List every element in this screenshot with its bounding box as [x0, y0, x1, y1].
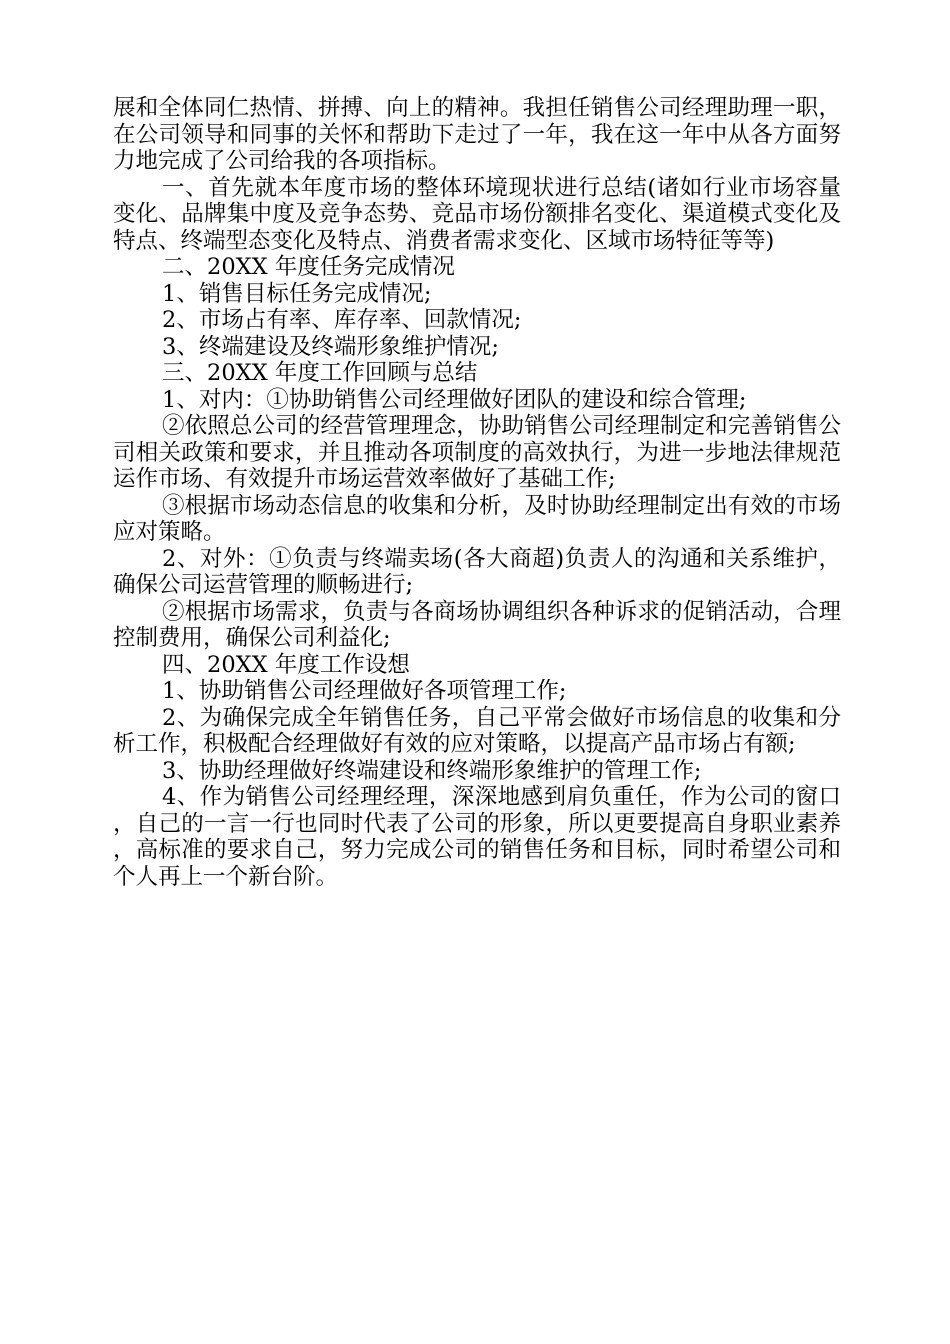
- paragraph-item: 1、协助销售公司经理做好各项管理工作;: [162, 678, 567, 704]
- document-body: [113, 95, 841, 890]
- paragraph-item: ③根据市场动态信息的收集和分析，及时协助经理制定出有效的市场应对策略。: [113, 492, 841, 545]
- paragraph-item: ②根据市场需求，负责与各商场协调组织各种诉求的促销活动，合理控制费用，确保公司利益化;: [113, 598, 841, 651]
- paragraph-item: 1、销售目标任务完成情况;: [162, 280, 432, 307]
- paragraph-item: 3、终端建设及终端形象维护情况;: [162, 333, 499, 360]
- paragraph-item: 2、市场占有率、库存率、回款情况;: [162, 307, 522, 333]
- paragraph-section-1: 一、首先就本年度市场的整体环境现状进行总结(诸如行业市场容量变化、品牌集中度及竞争态势、竞品市场份额排名变化、渠道模式变化及特点、终端型态变化及特点、消费者需求变化、区域市场特征等等): [113, 174, 841, 254]
- paragraph-item: 1、对内：①协助销售公司经理做好团队的建设和综合管理;: [162, 386, 747, 413]
- paragraph-item: ②依照总公司的经营管理理念，协助销售公司经理制定和完善销售公司相关政策和要求，并且推动各项制度的高效执行，为进一步地法律规范运作市场、有效提升市场运营效率做好了基础工作;: [113, 413, 841, 492]
- paragraph-item: 4、作为销售公司经理经理，深深地感到肩负重任，作为公司的窗口，自己的一言一行也同时代表了公司的形象，所以更要提高自身职业素养，高标准的要求自己，努力完成公司的销售任务和目标，同时希望公司和个人再上一个新台阶。: [113, 784, 841, 890]
- paragraph-section-4-heading: 四、20XX 年度工作设想: [162, 651, 410, 678]
- paragraph-item: 2、为确保完成全年销售任务，自己平常会做好市场信息的收集和分析工作，积极配合经理做好有效的应对策略，以提高产品市场占有额;: [113, 704, 841, 757]
- paragraph-section-3-heading: 三、20XX 年度工作回顾与总结: [162, 360, 478, 386]
- paragraph-section-2-heading: 二、20XX 年度任务完成情况: [162, 254, 455, 280]
- paragraph-item: 3、协助经理做好终端建设和终端形象维护的管理工作;: [162, 757, 702, 784]
- paragraph-intro: 展和全体同仁热情、拼搏、向上的精神。我担任销售公司经理助理一职，在公司领导和同事的关怀和帮助下走过了一年，我在这一年中从各方面努力地完成了公司给我的各项指标。: [113, 95, 841, 174]
- paragraph-item: 2、对外：①负责与终端卖场(各大商超)负责人的沟通和关系维护，确保公司运营管理的顺畅进行;: [113, 545, 841, 598]
